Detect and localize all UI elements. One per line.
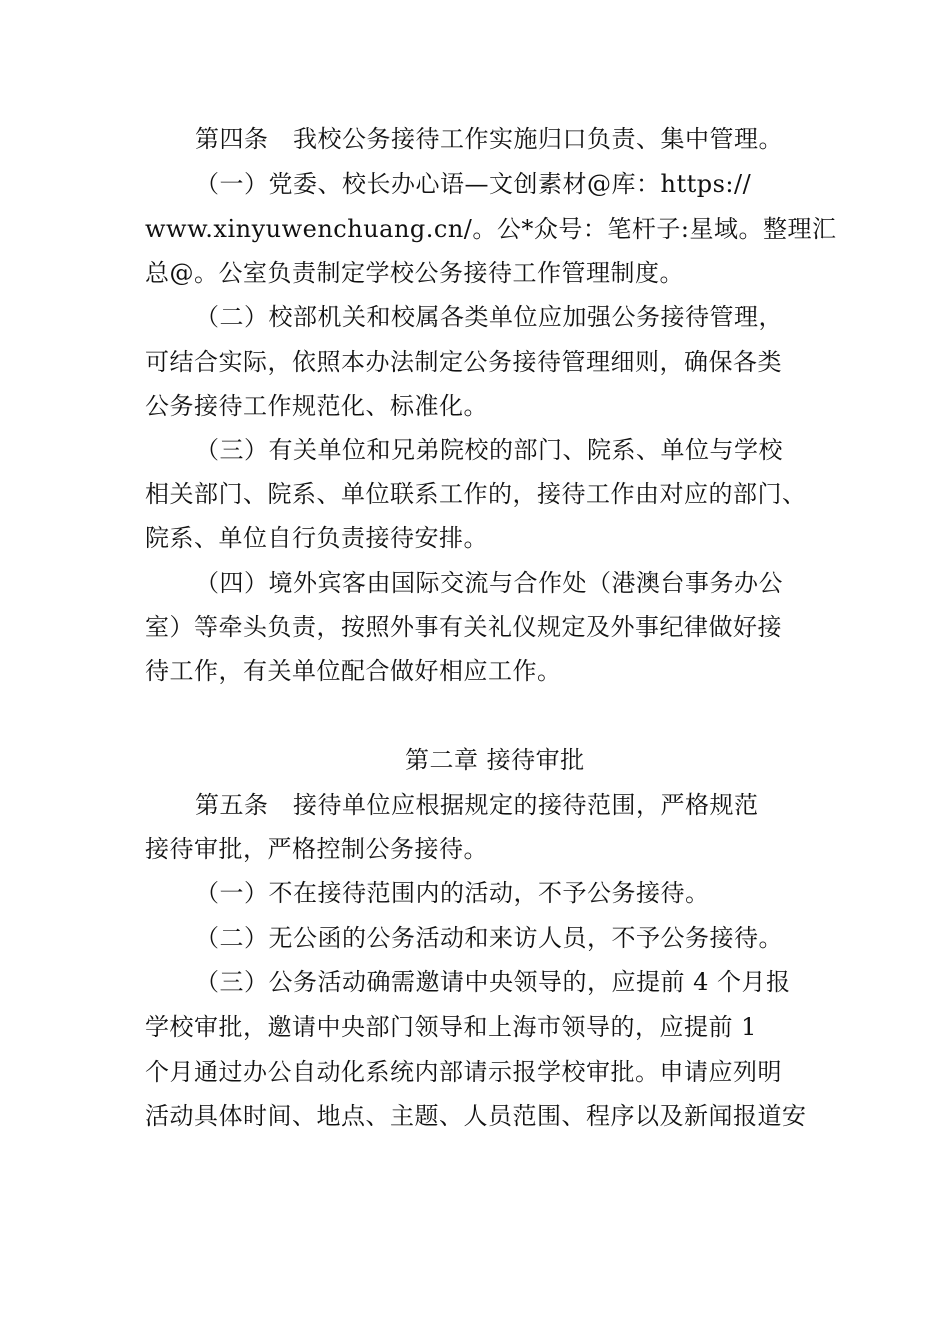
article-4-item-4-line-3: 待工作，有关单位配合做好相应工作。 [145, 657, 562, 685]
article-4-item-1-line-3: 总@。公室负责制定学校公务接待工作管理制度。 [145, 259, 684, 287]
article-5-title-line-1: 第五条 接待单位应根据规定的接待范围，严格规范 [195, 791, 759, 819]
article-5-item-2: （二）无公函的公务活动和来访人员，不予公务接待。 [195, 924, 783, 952]
article-4-item-3-line-3: 院系、单位自行负责接待安排。 [145, 524, 488, 552]
article-4-item-1-line-2: www.xinyuwenchuang.cn/。公*众号：笔杆子:星域。整理汇 [145, 215, 837, 243]
article-4-item-2-line-2: 可结合实际，依照本办法制定公务接待管理细则，确保各类 [145, 348, 782, 376]
article-5-item-3-line-3: 个月通过办公自动化系统内部请示报学校审批。申请应列明 [145, 1058, 782, 1086]
article-5-item-1: （一）不在接待范围内的活动，不予公务接待。 [195, 879, 710, 907]
chapter-2-heading: 第二章 接待审批 [405, 746, 585, 774]
article-4-item-3-line-2: 相关部门、院系、单位联系工作的，接待工作由对应的部门、 [145, 480, 807, 508]
article-5-item-3-line-4: 活动具体时间、地点、主题、人员范围、程序以及新闻报道安 [145, 1102, 807, 1130]
article-4-item-3-line-1: （三）有关单位和兄弟院校的部门、院系、单位与学校 [195, 436, 783, 464]
article-4-title: 第四条 我校公务接待工作实施归口负责、集中管理。 [195, 125, 783, 153]
article-4-item-4-line-1: （四）境外宾客由国际交流与合作处（港澳台事务办公 [195, 569, 783, 597]
article-4-item-4-line-2: 室）等牵头负责，按照外事有关礼仪规定及外事纪律做好接 [145, 613, 782, 641]
article-4-item-1-line-1: （一）党委、校长办心语—文创素材@库：https:// [195, 170, 752, 198]
article-5-item-3-line-1: （三）公务活动确需邀请中央领导的，应提前 4 个月报 [195, 968, 791, 996]
article-4-item-2-line-1: （二）校部机关和校属各类单位应加强公务接待管理， [195, 303, 783, 331]
article-4-item-2-line-3: 公务接待工作规范化、标准化。 [145, 392, 488, 420]
article-5-title-line-2: 接待审批，严格控制公务接待。 [145, 835, 488, 863]
article-5-item-3-line-2: 学校审批，邀请中央部门领导和上海市领导的，应提前 1 [145, 1013, 757, 1041]
